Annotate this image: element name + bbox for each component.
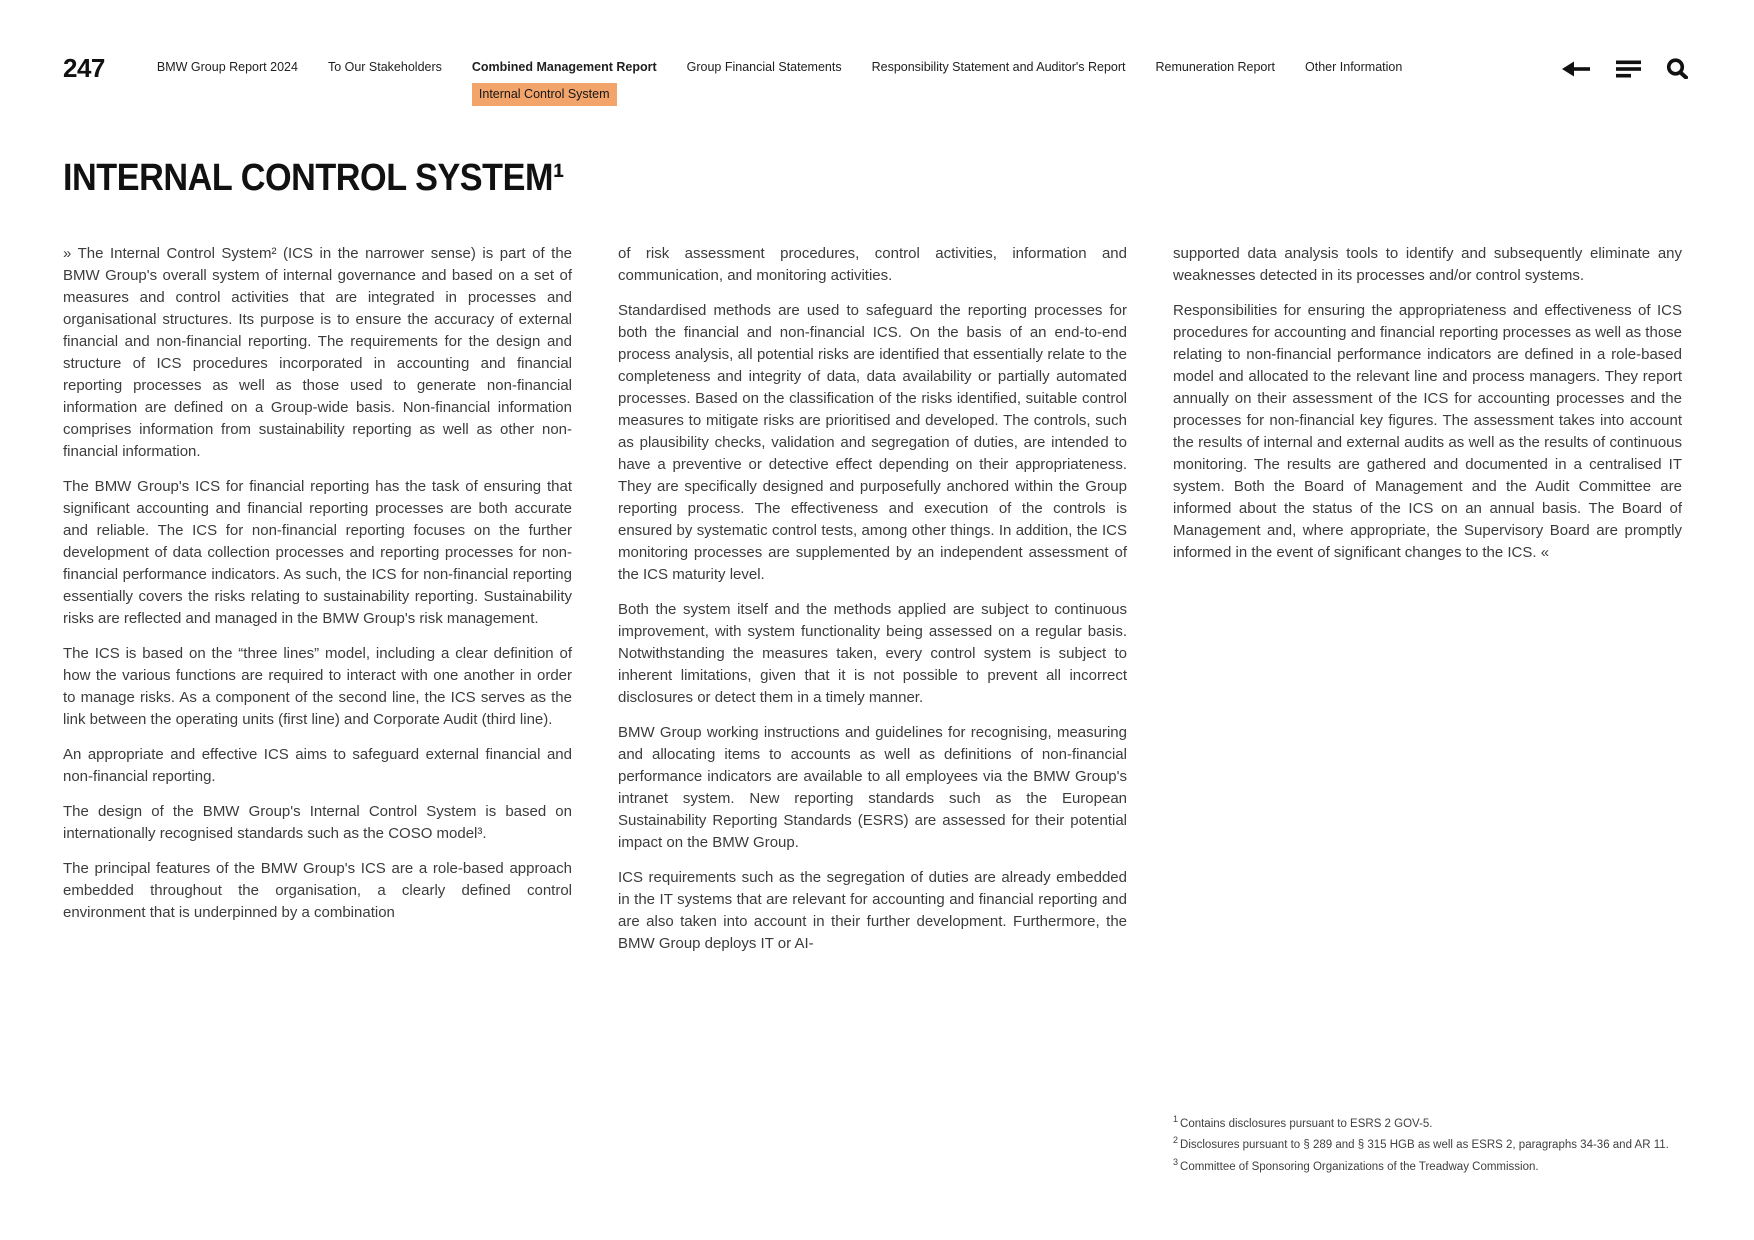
footnote-marker: 3 bbox=[1173, 1156, 1179, 1167]
paragraph: Responsibilities for ensuring the appropriateness and effectiveness of ICS procedures for accounting and financial reporting processes as well as those relating to non-financial performance indicators are defined in a role-based model and allocated to the relevant line and process managers. They report annually on their assessment of the ICS for accounting processes and the processes for non-financial key figures. The assessment takes into account the results of internal and external audits as well as the results of continuous monitoring. The results are gathered and documented in a centralised IT system. Both the Board of Management and the Audit Committee are informed about the status of the ICS on an annual basis. The Board of Management and, where appropriate, the Supervisory Board are promptly informed in the event of significant changes to the ICS. « bbox=[1173, 302, 1682, 561]
nav-item-bmw-group-report-2024[interactable]: BMW Group Report 2024 bbox=[156, 60, 298, 74]
footnote-text: Committee of Sponsoring Organizations of the Treadway Commission. bbox=[1180, 1160, 1539, 1173]
footnote-3 bbox=[1173, 1155, 1678, 1175]
page-title: INTERNAL CONTROL SYSTEM¹ bbox=[63, 157, 564, 199]
menu-icon[interactable] bbox=[1616, 59, 1641, 79]
nav-item-to-our-stakeholders[interactable]: To Our Stakeholders bbox=[327, 60, 442, 74]
paragraph: The principal features of the BMW Group's ICS are a role-based approach embedded throughout the organisation, a clearly defined control environment that is underpinned by a combination bbox=[63, 860, 572, 921]
header bbox=[63, 53, 1688, 101]
paragraph: of risk assessment procedures, control activities, information and communication, and monitoring activities. bbox=[618, 245, 1127, 284]
nav-item-group-financial-statements[interactable]: Group Financial Statements bbox=[686, 60, 842, 74]
footnote-text: Disclosures pursuant to § 289 and § 315 HGB as well as ESRS 2, paragraphs 34-36 and AR 11. bbox=[1180, 1139, 1669, 1152]
nav-item-responsibility-statement[interactable]: Responsibility Statement and Auditor's Report bbox=[871, 60, 1126, 74]
footnote-marker: 2 bbox=[1173, 1135, 1179, 1146]
nav-item-remuneration-report[interactable]: Remuneration Report bbox=[1155, 60, 1276, 74]
paragraph: Both the system itself and the methods applied are subject to continuous improvement, with system functionality being assessed on a regular basis. Notwithstanding the measures taken, every control system is subject to inherent limitations, given that it is not possible to prevent all incorrect disclosures or detect them in a timely manner. bbox=[618, 601, 1127, 706]
body-column-1 bbox=[63, 243, 572, 955]
nav-item-combined-management-report[interactable] bbox=[471, 60, 657, 101]
footnote-2 bbox=[1173, 1133, 1678, 1153]
body-column-3 bbox=[1173, 243, 1682, 955]
paragraph: The ICS is based on the “three lines” model, including a clear definition of how the various functions are required to interact with one another in order to manage risks. As a component of the second line, the ICS serves as the link between the operating units (first line) and Corporate Audit (third line). bbox=[63, 645, 572, 728]
paragraph: ICS requirements such as the segregation of duties are already embedded in the IT systems that are relevant for accounting and financial reporting and are also taken into account in their further development. Furthermore, the BMW Group deploys IT or AI- bbox=[618, 869, 1127, 952]
paragraph: » The Internal Control System² (ICS in the narrower sense) is part of the BMW Group's overall system of internal governance and based on a set of measures and control activities that are integrated in processes and organisational structures. Its purpose is to ensure the accuracy of external financial and non-financial reporting. The requirements for the design and structure of ICS procedures incorporated in accounting and financial reporting processes as well as those used to generate non-financial information are defined on a Group-wide basis. Non-financial information comprises information from sustainability reporting as well as other non-financial information. bbox=[63, 245, 572, 460]
body-column-2 bbox=[618, 243, 1127, 955]
paragraph: The design of the BMW Group's Internal Control System is based on internationally recognised standards such as the COSO model³. bbox=[63, 803, 572, 842]
page-number: 247 bbox=[63, 53, 105, 83]
search-icon[interactable] bbox=[1666, 58, 1688, 79]
header-icons bbox=[1562, 55, 1688, 79]
top-navigation bbox=[156, 55, 1403, 101]
paragraph: An appropriate and effective ICS aims to safeguard external financial and non-financial reporting. bbox=[63, 746, 572, 785]
nav-item-label: Combined Management Report bbox=[471, 60, 657, 74]
paragraph: Standardised methods are used to safeguard the reporting processes for both the financial and non-financial ICS. On the basis of an end-to-end process analysis, all potential risks are identified that essentially relate to the completeness and integrity of data, data availability or partially automated processes. Based on the classification of the risks identified, suitable control measures to mitigate risks are prioritised and developed. The controls, such as plausibility checks, validation and segregation of duties, are intended to have a preventive or detective effect depending on their appropriateness. They are specifically designed and purposefully anchored within the Group reporting process. The effectiveness and execution of the controls is ensured by systematic control tests, among other things. In addition, the ICS monitoring processes are supplemented by an independent assessment of the ICS maturity level. bbox=[618, 302, 1127, 583]
paragraph: supported data analysis tools to identify and subsequently eliminate any weaknesses detected in its processes and/or control systems. bbox=[1173, 245, 1682, 284]
footnotes bbox=[1173, 1112, 1678, 1176]
article-body bbox=[63, 243, 1682, 955]
nav-item-other-information[interactable]: Other Information bbox=[1305, 60, 1403, 74]
subnav-tab-internal-control-system[interactable]: Internal Control System bbox=[472, 83, 617, 106]
footnote-text: Contains disclosures pursuant to ESRS 2 GOV-5. bbox=[1180, 1117, 1433, 1130]
paragraph: BMW Group working instructions and guidelines for recognising, measuring and allocating items to accounts as well as definitions of non-financial performance indicators are available to all employees via the BMW Group's intranet system. New reporting standards such as the European Sustainability Reporting Standards (ESRS) are assessed for their potential impact on the BMW Group. bbox=[618, 724, 1127, 851]
back-arrow-icon[interactable] bbox=[1562, 59, 1591, 79]
footnote-1 bbox=[1173, 1112, 1678, 1132]
paragraph: The BMW Group's ICS for financial reporting has the task of ensuring that significant accounting and financial reporting processes are both accurate and reliable. The ICS for non-financial reporting focuses on the further development of data collection processes and reporting processes for non-financial performance indicators. As such, the ICS for non-financial reporting essentially covers the risks relating to sustainability reporting. Sustainability risks are reflected and managed in the BMW Group's risk management. bbox=[63, 478, 572, 627]
footnote-marker: 1 bbox=[1173, 1114, 1179, 1124]
